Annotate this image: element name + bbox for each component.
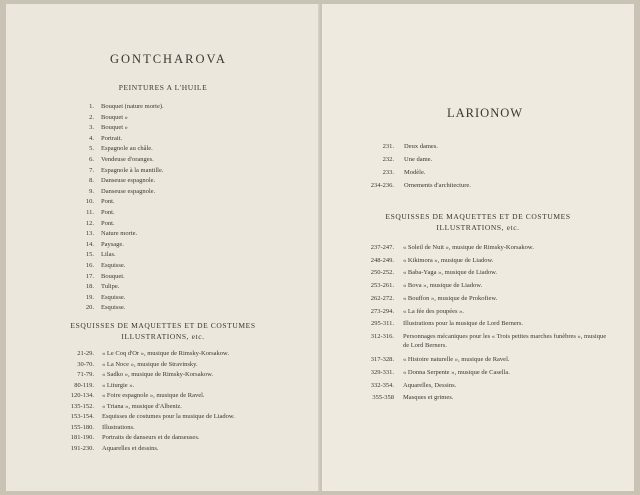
entry-text: Nature morte. xyxy=(101,230,138,238)
entry-text: Danseuse espagnole. xyxy=(101,187,156,195)
entry-text: « La Noce », musique de Stravinsky. xyxy=(102,360,198,368)
entry-number: 9. xyxy=(89,187,94,195)
entry-text: « Foire espagnole », musique de Ravel. xyxy=(102,392,205,399)
entry-text: Esquisse. xyxy=(101,293,126,301)
entry-number: 237-247. xyxy=(370,244,394,251)
entry-number: 3. xyxy=(89,124,94,132)
entry-number: 17. xyxy=(85,272,94,280)
entry-text: Modèle. xyxy=(404,169,426,176)
entry-text: « Sadko », musique de Rimsky-Korsakow. xyxy=(102,371,213,378)
entry-number: 5. xyxy=(89,145,94,153)
entry-text: « Kikimora », musique de Liadow. xyxy=(403,256,494,264)
entry-text: Esquisse. xyxy=(101,304,126,312)
artist-title-gontcharova: GONTCHAROVA xyxy=(110,52,227,66)
entry-text: Bouquet (nature morte). xyxy=(101,103,164,110)
entry-text: Pont. xyxy=(101,219,115,227)
entry-number: 71-79. xyxy=(77,371,94,378)
entry-text: « La fée des poupées ». xyxy=(403,307,465,315)
entry-number: 21-29. xyxy=(77,350,94,357)
entry-number: 20. xyxy=(85,304,94,312)
section-heading-sketches-right: ESQUISSES DE MAQUETTES ET DE COSTUMES xyxy=(385,212,571,221)
entry-number: 355-358 xyxy=(372,394,394,402)
book-spread xyxy=(6,4,634,491)
entry-text: Illustrations pour la musique de Lord Berners. xyxy=(403,320,524,328)
entry-text: « Soleil de Nuit », musique de Rimsky-Korsakow. xyxy=(403,244,534,251)
entry-number: 15. xyxy=(85,251,94,259)
entry-number: 80-119. xyxy=(74,381,94,389)
section-subheading-sketches-right: ILLUSTRATIONS, etc. xyxy=(436,223,520,232)
entry-number: 232. xyxy=(382,156,394,163)
entry-text: « Triana », musique d'Albeniz. xyxy=(102,402,182,410)
entry-number: 7. xyxy=(89,166,94,174)
entry-text: Bouquet. xyxy=(101,272,125,280)
entry-number: 8. xyxy=(89,177,94,185)
entry-text: Vendeuse d'oranges. xyxy=(101,156,154,163)
entry-number: 332-354. xyxy=(370,381,394,389)
entry-number: 14. xyxy=(85,240,94,248)
section-subheading-sketches-left: ILLUSTRATIONS, etc. xyxy=(121,332,205,341)
entry-text: « Donna Serpente », musique de Casella. xyxy=(403,368,510,376)
entry-number: 295-311. xyxy=(370,320,394,328)
entry-text: « Bouffon », musique de Prokofiew. xyxy=(403,294,498,302)
entry-number: 250-252. xyxy=(370,269,394,277)
entry-number: 6. xyxy=(89,156,94,163)
entry-text: Bouquet » xyxy=(101,113,128,121)
entry-text: Personnages mécaniques pour les « Trois petites marches funèbres », musique de Lord Berners. xyxy=(403,332,607,350)
entry-number: 317-328. xyxy=(370,356,394,364)
entry-number: 231. xyxy=(382,143,394,150)
entry-number: 12. xyxy=(85,219,94,227)
entry-number: 1. xyxy=(89,103,94,110)
artist-title-larionow: LARIONOW xyxy=(447,106,524,120)
entry-text: Espagnole à la mantille. xyxy=(101,166,164,174)
entry-text: Pont. xyxy=(101,209,115,216)
entry-number: 191-230. xyxy=(70,444,94,452)
entry-text: « Le Coq d'Or », musique de Rimsky-Korsakow. xyxy=(102,350,229,357)
entry-number: 234-236. xyxy=(370,182,394,189)
right-page xyxy=(322,4,634,491)
entry-number: 2. xyxy=(89,113,94,121)
entry-number: 312-316. xyxy=(370,332,394,340)
entry-number: 11. xyxy=(86,209,94,216)
entry-text: Portraits de danseurs et de danseuses. xyxy=(102,434,200,441)
entry-text: « Baba-Yaga », musique de Liadow. xyxy=(403,269,498,277)
entry-number: 4. xyxy=(89,134,94,142)
entry-number: 329-331. xyxy=(370,368,394,376)
entry-number: 13. xyxy=(85,230,94,238)
entry-text: Danseuse espagnole. xyxy=(101,177,156,185)
entry-number: 19. xyxy=(85,293,94,301)
entry-number: 262-272. xyxy=(370,294,394,302)
entry-text: Illustrations. xyxy=(102,423,135,431)
entry-number: 248-249. xyxy=(370,256,394,264)
entry-number: 16. xyxy=(85,262,94,269)
section-heading-oil-paintings: PEINTURES A L'HUILE xyxy=(118,83,208,92)
entry-text: Ornements d'architecture. xyxy=(404,182,471,189)
entry-text: Espagnole au châle. xyxy=(101,145,153,153)
entry-text: Tulipe. xyxy=(101,283,120,291)
entry-text: Bouquet » xyxy=(101,124,128,132)
entry-number: 18. xyxy=(85,283,94,291)
entry-number: 253-261. xyxy=(370,282,394,290)
entry-number: 153-154. xyxy=(70,413,94,420)
entry-text: « Liturgie ». xyxy=(102,381,135,389)
section-heading-sketches-left: ESQUISSES DE MAQUETTES ET DE COSTUMES xyxy=(70,321,256,330)
entry-text: Esquisses de costumes pour la musique de Liadow. xyxy=(102,413,235,420)
entry-number: 155-180. xyxy=(70,423,94,431)
entry-text: Une dame. xyxy=(404,156,433,163)
entry-number: 10. xyxy=(85,198,94,206)
entry-number: 120-134. xyxy=(70,392,94,399)
entry-text: Paysage. xyxy=(101,240,124,248)
entry-text: Lilas. xyxy=(101,251,116,259)
entry-number: 30-70. xyxy=(77,360,94,368)
entry-text: Pont. xyxy=(101,198,115,206)
entry-text: Portrait. xyxy=(101,134,123,142)
entry-text: Deux dames. xyxy=(404,143,438,150)
entry-text: « Bova », musique de Liadow. xyxy=(403,282,483,290)
entry-text: Esquisse. xyxy=(101,262,126,269)
left-page xyxy=(6,4,320,491)
entry-number: 135-152. xyxy=(70,402,94,410)
entry-text: Aquarelles et dessins. xyxy=(102,444,159,452)
entry-text: « Histoire naturelle », musique de Ravel. xyxy=(403,356,510,364)
entry-text: Masques et grimes. xyxy=(403,394,454,402)
entry-number: 181-190. xyxy=(70,434,94,441)
entry-text: Aquarelles, Dessins. xyxy=(403,381,457,389)
entry-number: 273-294. xyxy=(370,307,394,315)
entry-number: 233. xyxy=(382,169,394,176)
